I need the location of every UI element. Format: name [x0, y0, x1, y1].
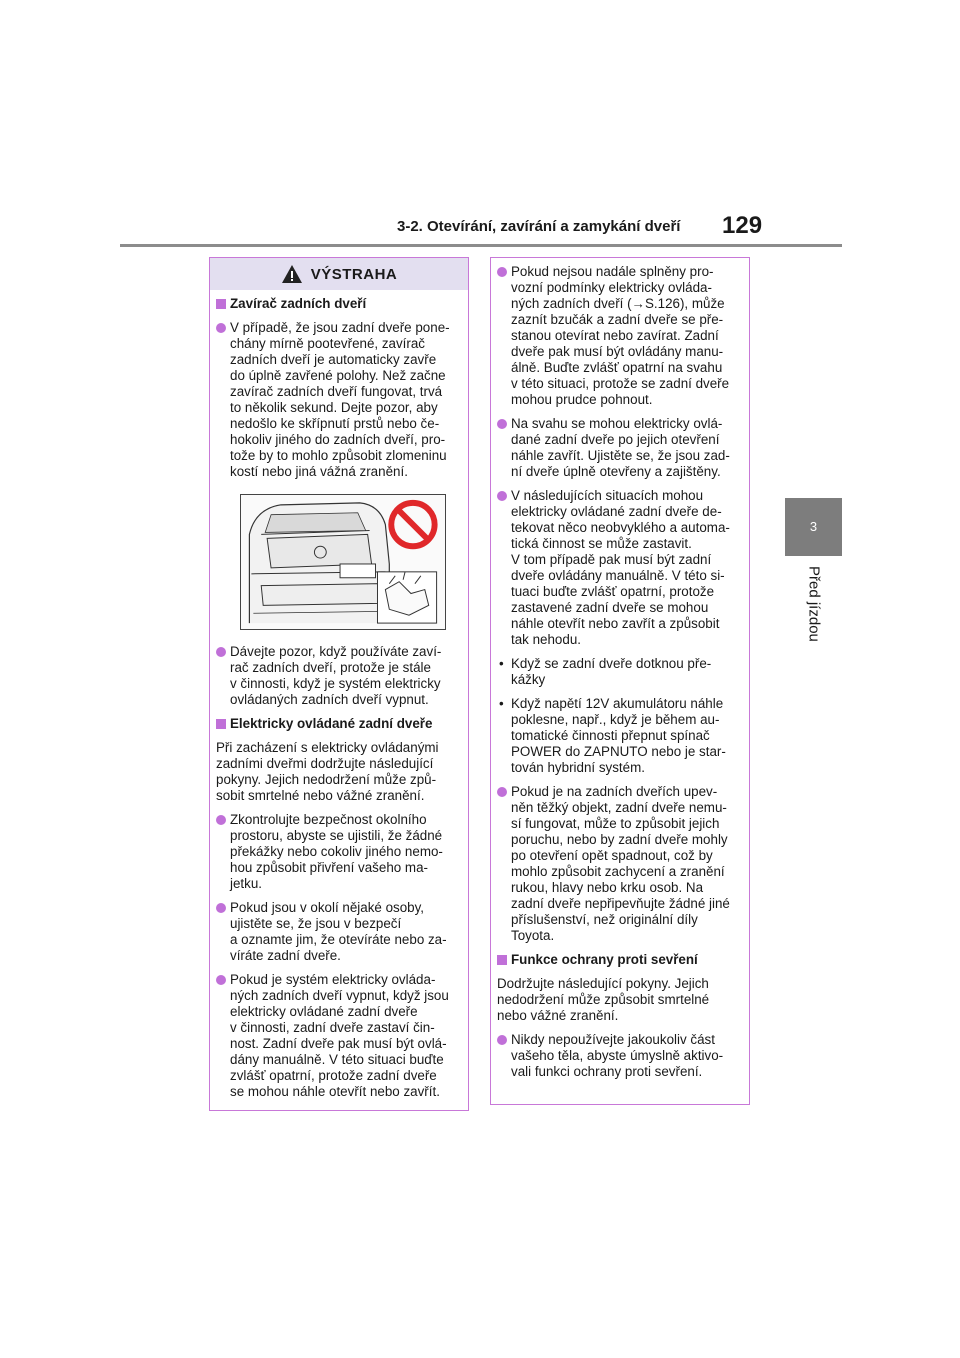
list-item [497, 784, 743, 944]
list-item-text: Dávejte pozor, když používáte zaví- rač zadních dveří, protože je stále v činnosti, když je systém elektricky ovládaných zadních dveří vypnut. [230, 644, 442, 707]
dash-item [497, 696, 743, 776]
circle-bullet-icon [497, 787, 507, 797]
page-number: 129 [722, 212, 763, 239]
circle-bullet-icon [216, 975, 226, 985]
list-item [216, 644, 462, 708]
warning-title: VÝSTRAHA [310, 265, 398, 283]
circle-bullet-icon [216, 323, 226, 333]
section-heading [497, 952, 743, 968]
section-heading-text: Funkce ochrany proti sevření [511, 952, 698, 967]
dot-marker-icon: • [499, 696, 504, 711]
dash-item-text: Když se zadní dveře dotknou pře- kážky [511, 656, 712, 687]
paragraph: Dodržujte následující pokyny. Jejich nedodržení může způsobit smrtelné nebo vážné zranění. [497, 976, 710, 1023]
list-item-text: Pokud je systém elektricky ovláda- ných zadních dveří vypnut, když jsou elektricky ovládané zadní dveře v činnosti, zadní dveře zastaví čin- nost. Zadní dveře pak musí být ovlá- dány manuálně. V této situaci buďte zvlášť opatrní, protože zadní dveře se mohou náhle otevřít nebo zavřít. [230, 972, 449, 1099]
tailgate-pinch-illustration [240, 494, 446, 630]
chapter-label [785, 566, 842, 656]
left-content [210, 290, 468, 1100]
chapter-title: Před jízdou [805, 566, 822, 642]
circle-bullet-icon [497, 1035, 507, 1045]
list-item-text: V následujících situacích mohou elektricky ovládané zadní dveře de- tekovat něco neobvyklého a automa- tická činnost se může zastavit. V tom případě pak musí být zadní dveře ovládány manuálně. V této si- tuaci buďte zvlášť opatrní, protože zastavené zadní dveře se mohou náhle otevřít nebo zavřít a způsobit tak nehodu. [511, 488, 730, 647]
list-item [497, 488, 743, 648]
circle-bullet-icon [497, 267, 507, 277]
right-content [491, 258, 749, 1080]
paragraph: Při zacházení s elektricky ovládanými zadními dveřmi dodržujte následující pokyny. Jejich nedodržení může způ- sobit smrtelné nebo vážné zranění. [216, 740, 439, 803]
section-title: 3-2. Otevírání, zavírání a zamykání dveří [397, 218, 681, 235]
list-item-text: Pokud je na zadních dveřích upev- něn těžký objekt, zadní dveře nemu- sí fungovat, může to způsobit jejich poruchu, nebo by zadní dveře mohly po otevření opět spadnout, což by mohlo způsobit zachycení a zranění rukou, hlavy nebo krku osob. Na zadní dveře nepřipevňujte žádné jiné příslušenství, než originální díly Toyota. [511, 784, 730, 943]
dot-marker-icon: • [499, 656, 504, 671]
warning-box-continued [490, 257, 750, 1105]
circle-bullet-icon [216, 815, 226, 825]
list-item [497, 264, 743, 408]
list-item [216, 900, 462, 964]
list-item-text: Pokud jsou v okolí nějaké osoby, ujistěte se, že jsou v bezpečí a oznamte jim, že otevíráte nebo za- víráte zadní dveře. [230, 900, 447, 963]
chapter-tab: 3 [785, 498, 842, 556]
square-bullet-icon [216, 299, 226, 309]
list-item-text: Pokud nejsou nadále splněny pro- vozní podmínky elektricky ovláda- ných zadních dveří (→S.126), může zaznít bzučák a zadní dveře se pře- stanou otevírat nebo zavírat. Zadní dveře pak musí být ovládány manu- álně. Buďte zvlášť opatrní na svahu v této situaci, protože se zadní dveře mohou prudce pohnout. [511, 264, 730, 407]
list-item [216, 972, 462, 1100]
square-bullet-icon [497, 955, 507, 965]
square-bullet-icon [216, 719, 226, 729]
circle-bullet-icon [497, 419, 507, 429]
section-heading-text: Elektricky ovládané zadní dveře [230, 716, 433, 731]
section-heading-text: Zavírač zadních dveří [230, 296, 367, 311]
dash-item [497, 656, 743, 688]
section-heading [216, 716, 462, 732]
warning-header [210, 258, 468, 290]
list-item-text: Na svahu se mohou elektricky ovlá- dané zadní dveře po jejich otevření náhle zavřít. Ujistěte se, že jsou zad- ní dveře úplně otevřeny a zajištěny. [511, 416, 730, 479]
list-item [216, 812, 462, 892]
dash-item-text: Když napětí 12V akumulátoru náhle poklesne, např., když je během au- tomatické činnosti přepnut spínač POWER do ZAPNUTO nebo je star- tován hybridní systém. [511, 696, 726, 775]
list-item [497, 416, 743, 480]
circle-bullet-icon [216, 647, 226, 657]
circle-bullet-icon [497, 491, 507, 501]
warning-triangle-icon [281, 264, 303, 284]
list-item-text: Zkontrolujte bezpečnost okolního prostoru, abyste se ujistili, že žádné překážky nebo cokoliv jiného nemo- hou způsobit přivření vašeho ma- jetku. [230, 812, 443, 891]
list-item [216, 320, 462, 480]
section-heading [216, 296, 462, 312]
warning-box [209, 257, 469, 1111]
list-item-text: Nikdy nepoužívejte jakoukoliv část vašeho těla, abyste úmyslně aktivo- vali funkci ochrany proti sevření. [511, 1032, 724, 1079]
circle-bullet-icon [216, 903, 226, 913]
list-item [497, 1032, 743, 1080]
list-item-text: V případě, že jsou zadní dveře pone- chány mírně pootevřené, zavírač zadních dveří je automaticky zavře do úplně zavřené polohy. Než začne zavírač zadních dveří fungovat, trvá to několik sekund. Dejte pozor, aby nedošlo ke skřípnutí prstů nebo če- hokoliv jiného do zadních dveří, pro- tože by to mohlo způsobit zlomeninu kostí nebo jiná vážná zranění. [230, 320, 450, 479]
header-rule [120, 244, 842, 247]
